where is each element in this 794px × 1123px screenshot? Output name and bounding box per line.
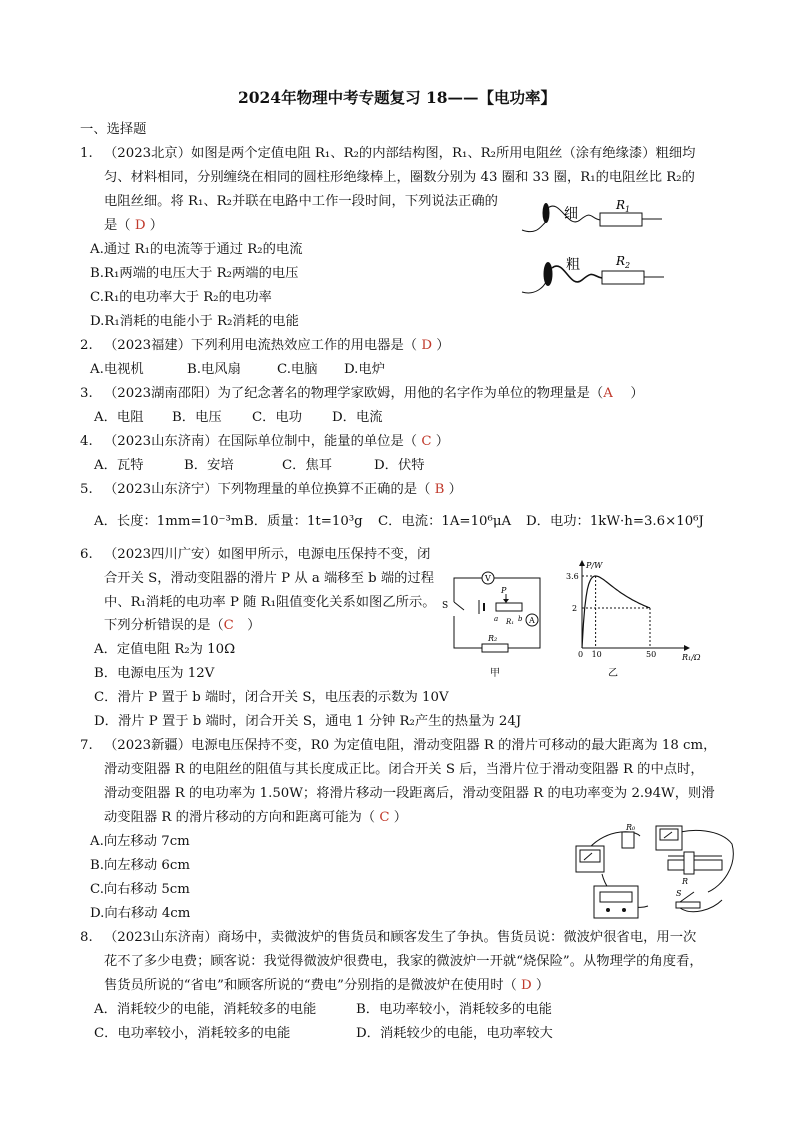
q2-option-d: D.电炉 (344, 362, 386, 377)
q7-number: 7. (80, 738, 93, 753)
q6-end-a-label: a (494, 615, 499, 623)
q8-number: 8. (80, 930, 93, 945)
q5-option-c: C．电流：1A=10⁶μA (378, 514, 512, 529)
q8-option-a: A．消耗较少的电能，消耗较多的电能 (94, 1002, 317, 1017)
q6-circuit-figure (442, 566, 548, 679)
q5-option-b: B．质量：1t=10³g (244, 514, 363, 529)
q2-option-b: B.电风扇 (187, 362, 241, 377)
q6-chart-tick-3.6: 3.6 (566, 572, 579, 581)
q7-line3: 滑动变阻器 R 的电功率为 1.50W；将滑片移动一段距离后，滑动变阻器 R 的电功率变为 2.94W，则滑 (104, 786, 715, 801)
q4-number: 4. (80, 434, 93, 449)
q7-line1: （2023新疆）电源电压保持不变，R0 为定值电阻，滑动变阻器 R 的滑片可移动的最大距离为 18 cm， (104, 738, 717, 753)
q6-option-a: A．定值电阻 R₂为 10Ω (94, 642, 236, 657)
q7-apparatus-figure (572, 823, 740, 924)
q1-thick-label: 粗 (566, 257, 580, 273)
q7-line4: 动变阻器 R 的滑片移动的方向和距离可能为（ C ） (104, 810, 408, 825)
q7-option-d: D.向右移动 4cm (90, 906, 191, 921)
q1-line4: 是（ D ） (104, 218, 164, 233)
q6-chart-ylabel: P/W (586, 561, 603, 570)
q1-line1: （2023北京）如图是两个定值电阻 R₁、R₂的内部结构图，R₁、R₂所用电阻丝（涂有绝缘漆）粗细均 (104, 146, 696, 161)
q3-option-c: C．电功 (252, 410, 303, 425)
q1-line3: 电阻丝细。将 R₁、R₂并联在电路中工作一段时间，下列说法正确的 (104, 194, 498, 209)
q3-number: 3. (80, 386, 93, 401)
q3-option-b: B．电压 (172, 410, 222, 425)
q1-line2: 匀、材料相同，分别缠绕在相同的圆柱形绝缘棒上，圈数分别为 43 圈和 33 圈，R₁的电阻丝比 R₂的 (104, 170, 695, 185)
q2-number: 2. (80, 338, 93, 353)
q4-option-a: A．瓦特 (94, 458, 144, 473)
q1-option-a: A.通过 R₁的电流等于通过 R₂的电流 (90, 242, 303, 257)
q6-line3: 中、R₁消耗的电功率 P 随 R₁阻值变化关系如图乙所示。 (104, 595, 436, 610)
q6-power-curve (582, 576, 650, 648)
q6-ammeter-symbol: A (529, 616, 535, 625)
q4-answer: C (421, 434, 432, 449)
q5-stem: （2023山东济宁）下列物理量的单位换算不正确的是（ B ） (104, 482, 462, 497)
q8-line3: 售货员所说的“省电”和顾客所说的“费电”分别指的是微波炉在使用时（ D ） (104, 978, 550, 993)
q2-option-c: C.电脑 (277, 362, 318, 377)
q8-option-b: B．电功率较小，消耗较多的电能 (356, 1002, 552, 1017)
q6-chart-tick-2: 2 (572, 604, 578, 613)
q4-option-d: D．伏特 (374, 458, 425, 473)
q8-line2: 花不了多少电费；顾客说：我觉得微波炉很费电，我家的微波炉一开就“烧保险”。从物理学的角度看， (104, 954, 703, 969)
q1-resistor-figure (520, 196, 670, 300)
q6-slider-label: P (501, 586, 507, 595)
q3-answer: A (603, 386, 613, 401)
q6-number: 6. (80, 547, 93, 562)
q6-voltmeter-symbol: V (485, 574, 491, 583)
q1-option-b: B.R₁两端的电压大于 R₂两端的电压 (90, 266, 299, 281)
q6-option-b: B．电源电压为 12V (94, 666, 215, 681)
q8-option-d: D．消耗较少的电能，电功率较大 (356, 1026, 553, 1041)
q6-line1: （2023四川广安）如图甲所示，电源电压保持不变，闭 (104, 547, 431, 562)
q1-r1-label: $R_1$ (616, 198, 631, 214)
q2-option-a: A.电视机 (90, 362, 144, 377)
q4-option-b: B．安培 (184, 458, 234, 473)
q1-option-d: D.R₁消耗的电能小于 R₂消耗的电能 (90, 314, 299, 329)
q1-r2-label: $R_2$ (616, 254, 631, 270)
q1-option-c: C.R₁的电功率大于 R₂的电功率 (90, 290, 272, 305)
q3-option-d: D．电流 (332, 410, 383, 425)
q7-switch-label: S (676, 889, 682, 898)
q1-number: 1. (80, 146, 93, 161)
q5-answer: B (434, 482, 445, 497)
q7-line2: 滑动变阻器 R 的电阻丝的阻值与其长度成正比。闭合开关 S 后，当滑片位于滑动变阻器 R 的中点时， (104, 762, 704, 777)
q6-line2: 合开关 S，滑动变阻器的滑片 P 从 a 端移至 b 端的过程 (104, 571, 435, 586)
q5-option-a: A．长度：1mm=10⁻³m (94, 514, 244, 529)
section-heading: 一、选择题 (80, 122, 147, 137)
q7-option-b: B.向左移动 6cm (90, 858, 190, 873)
q8-answer: D (521, 978, 532, 993)
q3-option-a: A．电阻 (94, 410, 144, 425)
q6-chart-origin: 0 (578, 650, 584, 659)
q5-option-d: D．电功：1kW·h=3.6×10⁶J (526, 514, 704, 529)
q6-chart-tick-50: 50 (646, 650, 657, 659)
q8-option-c: C．电功率较小，消耗较多的电能 (94, 1026, 291, 1041)
q2-answer: D (421, 338, 432, 353)
q2-stem: （2023福建）下列利用电流热效应工作的用电器是（ D ） (104, 338, 450, 353)
q7-option-c: C.向右移动 5cm (90, 882, 190, 897)
q1-answer: D (134, 218, 146, 233)
q6-option-c: C．滑片 P 置于 b 端时，闭合开关 S，电压表的示数为 10V (94, 690, 449, 705)
q8-line1: （2023山东济南）商场中，卖微波炉的售货员和顾客发生了争执。售货员说：微波炉很省电，用一次 (104, 930, 697, 945)
q6-chart-tick-10: 10 (591, 650, 602, 659)
q7-answer: C (379, 810, 390, 825)
q7-rheostat-label: R (682, 877, 689, 886)
q6-power-chart (564, 558, 704, 682)
q6-line4: 下列分析错误的是（C ） (104, 618, 261, 633)
q7-r0-label: R₀ (626, 823, 636, 832)
page-title: 2024年物理中考专题复习 18——【电功率】 (237, 88, 557, 107)
q4-stem: （2023山东济南）在国际单位制中，能量的单位是（ C ） (104, 434, 450, 449)
q6-switch-label: S (442, 601, 449, 611)
q1-thin-label: 细 (564, 206, 578, 222)
q5-number: 5. (80, 482, 93, 497)
q6-r2-label: R₂ (488, 634, 498, 643)
q6-figure-yi: 乙 (608, 668, 618, 679)
q3-stem: （2023湖南邵阳）为了纪念著名的物理学家欧姆，用他的名字作为单位的物理量是（A ） (104, 386, 644, 401)
q6-end-b-label: b (518, 615, 523, 623)
q6-figure-jia: 甲 (490, 668, 500, 679)
q6-r1-label: R₁ (506, 618, 515, 626)
q6-chart-xlabel: R₁/Ω (682, 653, 701, 662)
q4-option-c: C．焦耳 (282, 458, 333, 473)
q6-option-d: D．滑片 P 置于 b 端时，闭合开关 S，通电 1 分钟 R₂产生的热量为 24J (94, 714, 522, 729)
q7-option-a: A.向左移动 7cm (90, 834, 190, 849)
q6-answer: C (223, 618, 234, 633)
